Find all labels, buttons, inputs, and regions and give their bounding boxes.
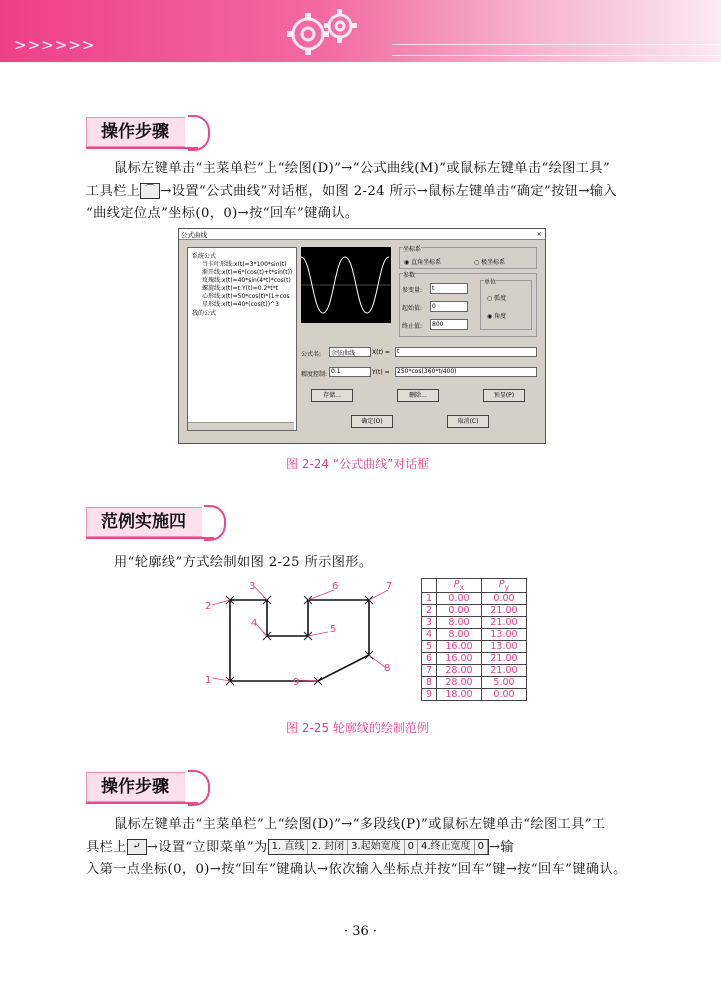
immediate-menu[interactable] xyxy=(268,839,489,855)
section-cap xyxy=(188,770,210,806)
start-value-input[interactable] xyxy=(430,301,468,312)
table-row xyxy=(422,604,527,616)
menu-value[interactable]: 0 xyxy=(405,840,418,854)
header-text: P xyxy=(453,579,460,590)
section-title: 操作步骤 xyxy=(86,772,185,802)
point-label: 6 xyxy=(332,581,339,592)
end-value-input[interactable] xyxy=(430,319,468,330)
paragraph-line: “曲线定位点”坐标(0，0)→按“回车”键确认。 xyxy=(86,206,359,221)
paragraph-line: 鼠标左键单击“主菜单栏”上“绘图(D)”→“多段线(P)”或鼠标左键单击“绘图工具”工 xyxy=(114,817,606,832)
formula-curve-dialog xyxy=(178,228,546,444)
table-cell: 8.00 xyxy=(437,616,482,628)
table-row xyxy=(422,628,527,640)
table-header-row xyxy=(422,579,527,593)
menu-item[interactable]: 4.终止宽度 xyxy=(418,840,475,854)
table-cell: 28.00 xyxy=(437,664,482,676)
paragraph-text: →输 xyxy=(488,839,514,855)
formula-name-input[interactable] xyxy=(329,347,371,357)
paragraph-line: 用“轮廓线”方式绘制如图 2-25 所示图形。 xyxy=(114,555,373,570)
outline-drawing xyxy=(200,578,412,708)
table-header-cell xyxy=(422,579,437,593)
menu-value[interactable]: 0 xyxy=(475,840,488,854)
header-rule xyxy=(392,44,721,56)
polyline-tool-icon: ⤶ xyxy=(127,839,147,855)
parameter-group xyxy=(399,273,537,337)
paragraph-text: →设置“立即菜单”为 xyxy=(146,839,268,855)
point-label: 4 xyxy=(251,618,258,629)
radio-label: 角度 xyxy=(494,313,507,320)
table-cell: 13.00 xyxy=(482,640,527,652)
formula-curve-tool-icon: ⌒ xyxy=(140,183,160,199)
section-heading-2 xyxy=(86,507,246,539)
radio-label: 弧度 xyxy=(494,295,507,302)
close-icon[interactable]: × xyxy=(536,230,542,238)
delete-button[interactable]: 删除... xyxy=(397,389,439,402)
table-row xyxy=(422,676,527,688)
input-value: 0.1 xyxy=(331,368,341,375)
field-label: 公式名: xyxy=(301,351,322,358)
paragraph-text: →设置“公式曲线”对话框，如图 2-24 所示→鼠标左键单击“确定”按钮→输入 xyxy=(160,183,617,199)
table-cell: 6 xyxy=(422,652,437,664)
input-value: t xyxy=(397,348,400,355)
gear-icon xyxy=(278,6,368,60)
table-cell: 21.00 xyxy=(482,664,527,676)
tree-item[interactable]: 螺旋线:x(t)=t:Y(t)=0.2*t*t xyxy=(202,285,278,292)
precision-input[interactable] xyxy=(329,367,371,377)
table-cell: 2 xyxy=(422,604,437,616)
field-label: X(t) = xyxy=(372,349,391,356)
radio-cartesian[interactable]: ◉ 直角坐标系 xyxy=(404,259,442,266)
table-row xyxy=(422,664,527,676)
tree-item[interactable]: 我的公式 xyxy=(192,310,217,317)
point-label: 3 xyxy=(249,581,256,592)
table-cell: 28.00 xyxy=(437,676,482,688)
table-cell: 0.00 xyxy=(482,688,527,700)
group-label: 坐标系 xyxy=(403,246,422,253)
section-heading-3 xyxy=(86,772,236,804)
input-value: 余弦曲线 xyxy=(331,350,356,357)
table-header-cell xyxy=(482,579,527,593)
paragraph-3 xyxy=(86,814,646,882)
group-label: 参数 xyxy=(403,272,416,279)
input-value: 250*cos(360*t/400) xyxy=(397,368,457,375)
table-cell: 0.00 xyxy=(437,592,482,604)
paragraph-line xyxy=(86,181,638,204)
coordinate-group xyxy=(399,247,537,269)
table-cell: 7 xyxy=(422,664,437,676)
table-cell: 3 xyxy=(422,616,437,628)
table-cell: 0.00 xyxy=(437,604,482,616)
table-header-cell xyxy=(437,579,482,593)
table-cell: 5.00 xyxy=(482,676,527,688)
section-underline xyxy=(86,537,214,539)
radio-radian[interactable]: ○ 弧度 xyxy=(487,295,507,302)
header-arrows: >>>>>> xyxy=(14,36,96,54)
table-row xyxy=(422,652,527,664)
table-cell: 16.00 xyxy=(437,640,482,652)
point-label: 9 xyxy=(293,677,300,688)
points-table xyxy=(421,578,527,701)
table-cell: 5 xyxy=(422,640,437,652)
section-title: 操作步骤 xyxy=(86,117,185,147)
input-value: 800 xyxy=(432,321,444,328)
table-cell: 16.00 xyxy=(437,652,482,664)
section-cap xyxy=(204,505,226,541)
menu-item[interactable]: 3.起始宽度 xyxy=(348,840,405,854)
field-label: Y(t) = xyxy=(372,369,390,376)
point-label: 8 xyxy=(384,663,391,674)
unit-group xyxy=(480,280,532,330)
variable-input[interactable] xyxy=(430,283,468,294)
field-label: 参变量: xyxy=(402,287,423,294)
table-cell: 13.00 xyxy=(482,628,527,640)
table-row xyxy=(422,616,527,628)
dialog-title: 公式曲线 xyxy=(181,231,207,239)
table-cell: 21.00 xyxy=(482,616,527,628)
point-label: 2 xyxy=(205,601,212,612)
ok-button[interactable]: 确定(O) xyxy=(351,415,393,428)
figure-caption: 图 2-25 轮廓线的绘制范例 xyxy=(286,721,429,735)
tree-item[interactable]: 心形线:x(t)=50*cos(t)*(1+cos xyxy=(202,293,290,300)
menu-item[interactable]: 1. 直线 xyxy=(269,840,309,854)
xt-input[interactable] xyxy=(395,347,537,357)
header-subscript: y xyxy=(504,582,510,592)
radio-degree[interactable]: ◉ 角度 xyxy=(487,313,507,320)
figure-caption: 图 2-24 “公式曲线”对话框 xyxy=(286,457,430,471)
paragraph-2 xyxy=(86,552,638,575)
table-row xyxy=(422,592,527,604)
table-cell: 21.00 xyxy=(482,604,527,616)
table-cell: 0.00 xyxy=(482,592,527,604)
point-label: 5 xyxy=(330,624,337,635)
table-cell: 18.00 xyxy=(437,688,482,700)
page-header xyxy=(0,0,721,62)
table-cell: 21.00 xyxy=(482,652,527,664)
curve-preview xyxy=(301,247,391,323)
section-cap xyxy=(188,115,210,151)
field-label: 精度控制: xyxy=(301,371,328,378)
table-cell: 9 xyxy=(422,688,437,700)
header-subscript: x xyxy=(459,582,465,592)
tree-item[interactable]: 玫瑰线:x(t)=40*sin(4*t)*cos(t) xyxy=(202,277,291,284)
preview-button[interactable]: 预显(P) xyxy=(483,389,525,402)
table-row xyxy=(422,640,527,652)
paragraph-text: 具栏上 xyxy=(86,839,127,855)
group-label: 单位 xyxy=(484,279,497,286)
tree-item[interactable]: 系统公式 xyxy=(192,253,217,260)
save-button[interactable]: 存储... xyxy=(311,389,353,402)
radio-label: 极坐标系 xyxy=(481,259,506,266)
section-underline xyxy=(86,802,198,804)
table-cell: 4 xyxy=(422,628,437,640)
point-label: 7 xyxy=(386,581,393,592)
menu-item[interactable]: 2. 封闭 xyxy=(308,840,348,854)
point-label: 1 xyxy=(205,675,212,686)
tree-item[interactable]: 渐开线:x(t)=6*(cos(t)+t*sin(t)) xyxy=(202,269,293,276)
table-row xyxy=(422,688,527,700)
tree-item[interactable]: 星形线:x(t)=40*(cos(t))^3 xyxy=(202,301,279,308)
paragraph-line xyxy=(86,837,646,860)
paragraph-text: 工具栏上 xyxy=(86,183,141,199)
horizontal-scrollbar[interactable] xyxy=(188,422,294,430)
radio-label: 直角坐标系 xyxy=(411,259,442,266)
table-cell: 1 xyxy=(422,592,437,604)
paragraph-1 xyxy=(86,158,638,226)
header-text: P xyxy=(498,579,505,590)
cancel-button[interactable]: 取消(C) xyxy=(447,415,489,428)
input-value: 0 xyxy=(432,303,436,310)
section-heading-1 xyxy=(86,117,236,149)
tree-item[interactable]: 当卡叶形线:x(t)=3*100*sin(t) xyxy=(202,261,287,268)
page-number: · 36 · xyxy=(343,924,378,939)
dialog-titlebar xyxy=(179,229,545,240)
table-cell: 8.00 xyxy=(437,628,482,640)
formula-tree[interactable] xyxy=(187,247,297,431)
yt-input[interactable] xyxy=(395,367,537,377)
section-underline xyxy=(86,147,198,149)
field-label: 起始值: xyxy=(402,305,423,312)
section-title: 范例实施四 xyxy=(86,507,202,537)
input-value: t xyxy=(432,285,435,292)
paragraph-line: 入第一点坐标(0，0)→按“回车”键确认→依次输入坐标点并按“回车”键→按“回车”键确认。 xyxy=(86,862,627,877)
radio-polar[interactable]: ○ 极坐标系 xyxy=(474,259,506,266)
table-cell: 8 xyxy=(422,676,437,688)
paragraph-line: 鼠标左键单击“主菜单栏”上“绘图(D)”→“公式曲线(M)”或鼠标左键单击“绘图工具” xyxy=(114,161,611,176)
field-label: 终止值: xyxy=(402,323,423,330)
